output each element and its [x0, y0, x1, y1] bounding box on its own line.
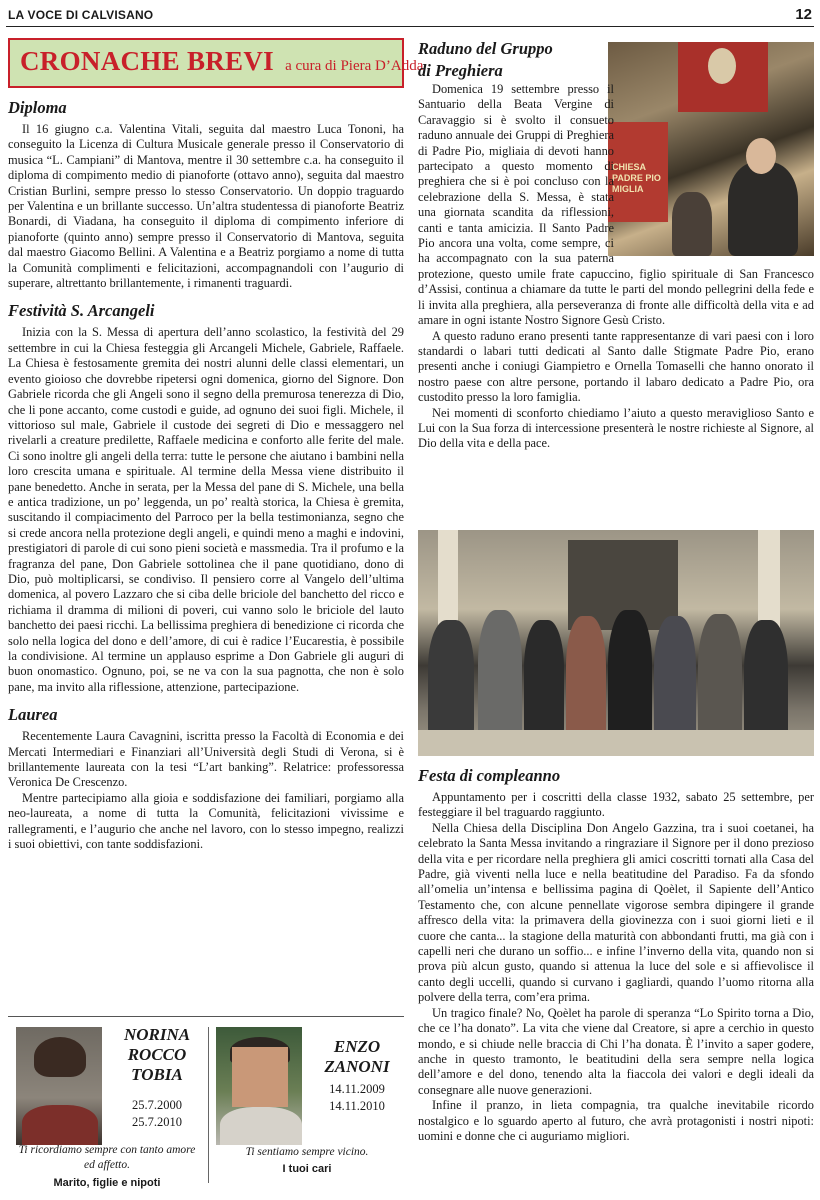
raduno-body-3: Nei momenti di sconforto chiediamo l’aiuto a questo meraviglioso Santo e Lui con la Sua forza di intercessione presenterà le nostre richieste al Signore, al Dio della vita e della pace.: [418, 405, 814, 451]
compleanno-body-4: Infine il pranzo, in lieta compagnia, tra qualche inevitabile ricordo nostalgico e lo sguardo aperto al futuro, che avrà protagonisti i nostri nipoti: uomini e donne che ci auguriamo migliori.: [418, 1098, 814, 1143]
banner-title: CRONACHE BREVI: [20, 46, 274, 76]
memorial-norina: [12, 1023, 202, 1195]
compleanno-body-2: Nella Chiesa della Disciplina Don Angelo Gazzina, tra i suoi coetanei, ha celebrato la Santa Messa invitando a ringraziare il Signore per il dono prezioso della vita e per ricordare nella preghiera gli amici coscritti tornati alla Casa del Padre, già viventi nella luce e nella beatitudine del Paradiso. Fa da sfondo all’omelia un’intensa e bellissima pagina di Qoèlet, il Sapiente dell’Antico Testamento che, con alcune pennellate vigorose sembra dipingere il grande affresco della vita: la primavera della giovinezza con i suoi giorni lieti e il cuore che canta... la stagione della maturità con abbondanti frutti, ma già con i capelli neri che durano un soffio... e infine l’inverno della vita, quando non si prova più alcun gusto, quando si attenua la luce del sole e si affievolisce il canto degli uccelli, quando si curvano i gagliardi, quando l’uomo ritorna alla polvere della terra, com’era prima.: [418, 820, 814, 1005]
memorial-dates-enzo: [312, 1081, 402, 1115]
memorial-name-line: NORINA: [123, 1025, 191, 1044]
raduno-heading-line: di Preghiera: [418, 61, 503, 80]
left-column: [8, 38, 424, 852]
laurea-body-1: Recentemente Laura Cavagnini, iscritta presso la Facoltà di Economia e dei Mercati Intermediari e Finanziari all’Università degli Studi di Verona, si è brillantemente laureata con la tesi “L’art banking”. Relatrice: professoressa Veronica De Crescenzo.: [8, 729, 404, 790]
photo-classmates-group: [418, 530, 814, 756]
laurea-heading: Laurea: [8, 705, 58, 725]
memorial-name-line: TOBIA: [131, 1065, 183, 1084]
memorial-name-line: ROCCO: [127, 1045, 187, 1064]
publication-name: LA VOCE DI CALVISANO: [8, 8, 154, 22]
memorial-signature-enzo: I tuoi cari: [282, 1163, 332, 1175]
memorial-dates-norina: [112, 1097, 202, 1131]
festivita-body: Inizia con la S. Messa di apertura dell’anno scolastico, la festività del 29 settembre in cui la Chiesa festeggia gli Arcangeli Michele, Gabriele, Raffaele. La Chiesa è festosamente gremita dei nostri alunni delle classi elementari, un evento gioioso che dovrebbe ripetersi ogni domenica, giorno del Signore. Don Gabriele ricorda che gli Angeli sono il segno della premurosa tenerezza di Dio, che li pone accanto, come custodi e guide, ad ognuno dei suoi figli. Michele, il vittorioso sul male, Gabriele il custode dei segreti di Dio e messaggero nel rivelarli a creature predilette, Raffaele medicina e conforto alle ferite del male. Ci sono inoltre gli angeli della terra: tutte le persone che aiutano i bambini nella loro crescita umana e spirituale. Al termine della Messa viene distribuito il pane benedetto. Anche in serata, per la Messa del pane di S. Michele, una bella e antica tradizione, un po’ leggenda, un po’ realtà storica, la Chiesa è gremita, suscitando il compiacimento del Parroco per la bella testimonianza, segno che si crede ancora nella protezione degli angeli, e quindi meno a maghi e indovini, prestigiatori di parole di cui sono pieni società e massmedia. Tra il profumo e la fragranza del pane, Don Gabriele sottolinea che il pane quotidiano, dono di Dio, può moltiplicarsi, se condiviso. Il pensiero corre al Vangelo dell’ultima domenica, al povero Lazzaro che si ciba delle briciole del banchetto del ricco e richiama il dramma di milioni di poveri, cui vanno solo le briciole del lauto banchetto dei paesi ricchi. La bellissima preghiera di benedizione ci ricorda che solo nella logica del dono e dell’amore, di cui è radice l’Eucarestia, è possibile la condivisione. Al termine un applauso esprime a Don Gabriele gli auguri di buon onomastico. Ognuno, poi, se ne va con la sua pagnotta, che non è solo pane, ma invito alla riflessione, attenzione, partecipazione.: [8, 325, 404, 694]
banner-subtitle: a cura di Piera D’Adda: [285, 58, 424, 74]
memorial-name-norina: [112, 1025, 202, 1085]
raduno-body-1: Domenica 19 settembre presso il Santuario della Beata Vergine di Caravaggio si è svolto il consueto raduno annuale dei Gruppi di Preghiera di Padre Pio, migliaia di devoti hanno partecipato a questo momento di preghiera che si è poi concluso con la celebrazione della S. Messa, è stata una giornata scandita da riflessioni, canti e tanta amicizia. Il Santo Padre Pio ancora una volta, come sempre, ci ha accompagnato con la sua paterna protezione, questo umile frate capuccino, figlio spirituale di San Francesco d’Assisi, continua a chiamare da tutte le parti del mondo pellegrini della fede e li invita alla preghiera, alla perseveranza di fronte alle difficoltà della vita e ad amare in ogni istante Nostro Signore Gesù Cristo.: [418, 82, 814, 328]
banner-lettering-line: CHIESA: [612, 162, 647, 172]
memorial-divider: [208, 1027, 209, 1183]
memorial-date: 25.7.2000: [132, 1098, 182, 1112]
laurea-body-2: Mentre partecipiamo alla gioia e soddisfazione dei familiari, porgiamo alla neo-laureata, a nome di tutta la Comunità, felicitazioni vivissime e rallegramenti, e l’augurio che anche nel lavoro, con lo stesso impegno, realizzi i suoi obiettivi, con tante soddisfazioni.: [8, 790, 404, 852]
memorial-name-line: ZANONI: [324, 1057, 390, 1076]
diploma-heading: Diploma: [8, 98, 67, 117]
compleanno-article: [418, 766, 814, 1144]
memorials-box: [8, 1016, 404, 1195]
memorial-signature-norina: Marito, figlie e nipoti: [53, 1177, 161, 1189]
memorial-photo-man: [216, 1027, 302, 1145]
memorial-photo-woman: [16, 1027, 102, 1145]
memorial-date: 25.7.2010: [132, 1115, 182, 1129]
page-header: [6, 4, 814, 27]
section-banner: [8, 38, 424, 88]
compleanno-body-3: Un tragico finale? No, Qoèlet ha parole di speranza “Lo Spirito torna a Dio, che ce l’ha donato”. La vita che viene dal Creatore, si apre a cerchio in questo mondo, e si chiude nelle braccia di Chi l’ha donata. È l’invito a saper godere, anche in questo tramonto, le beatitudini della sera sempre nella logica dell’amore e del dono, tenendo alta la fiaccola dei valori e degli ideali da consegnare alle nuove generazioni.: [418, 1005, 814, 1097]
raduno-article: [418, 82, 814, 452]
diploma-body: Il 16 giugno c.a. Valentina Vitali, seguita dal maestro Luca Tononi, ha conseguito la Licenza di Cultura Musicale generale presso il Conservatorio di musica “L. Campiani” di Mantova, mentre il 30 settembre c.a. ha conseguito il diploma di compimento medio di pianoforte (ottavo anno), seguita dal maestro Cristian Burlini, sempre presso lo stesso Conservatorio. Un doppio traguardo per Valentina e un brillante successo. Un’altra studentessa di pianoforte Beatriz Bonardi, di Viadana, ha conseguito il diploma di compimento inferiore di pianoforte (quinto anno) sempre presso il Conservatorio di Mantova, seguita dal maestro Giacomo Bellini. A Valentina e a Beatriz porgiamo a nome di tutta la Comunità complimenti e felicitazioni, accompagnandoli con l’augurio di superare, altrettanto brillantemente, i rimanenti traguardi.: [8, 122, 404, 291]
raduno-heading-line: Raduno del Gruppo: [418, 39, 553, 58]
memorial-date: 14.11.2009: [329, 1082, 385, 1096]
raduno-body-2: A questo raduno erano presenti tante rappresentanze di vari paesi con i loro standardi o labari tutti dedicati al Santo dalle Stigmate Padre Pio, erano presenti anche i coniugi Giampietro e Ornella Tomaselli che hanno onorato il nostro paese con altre persone, portando il labaro dedicato a Padre Pio, ora custodito presso la loro famiglia.: [418, 328, 814, 405]
memorial-date: 14.11.2010: [329, 1099, 385, 1113]
memorial-name-enzo: [312, 1037, 402, 1077]
memorial-quote-norina: Ti ricordiamo sempre con tanto amore ed affetto.: [18, 1144, 196, 1171]
memorial-name-line: ENZO: [333, 1037, 381, 1056]
memorial-enzo: [212, 1023, 402, 1195]
compleanno-body-1: Appuntamento per i coscritti della classe 1932, sabato 25 settembre, per festeggiare il bel traguardo raggiunto.: [418, 790, 814, 820]
banner-lettering-line: PADRE PIO: [612, 173, 661, 183]
compleanno-heading: Festa di compleanno: [418, 766, 561, 785]
banner-lettering-line: MIGLIA: [612, 184, 644, 194]
page-number: 12: [795, 6, 812, 23]
right-column: [418, 38, 814, 1196]
raduno-heading: [418, 38, 604, 82]
memorial-quote-enzo: Ti sentiamo sempre vicino.: [245, 1146, 369, 1158]
festivita-heading: Festività S. Arcangeli: [8, 301, 155, 321]
